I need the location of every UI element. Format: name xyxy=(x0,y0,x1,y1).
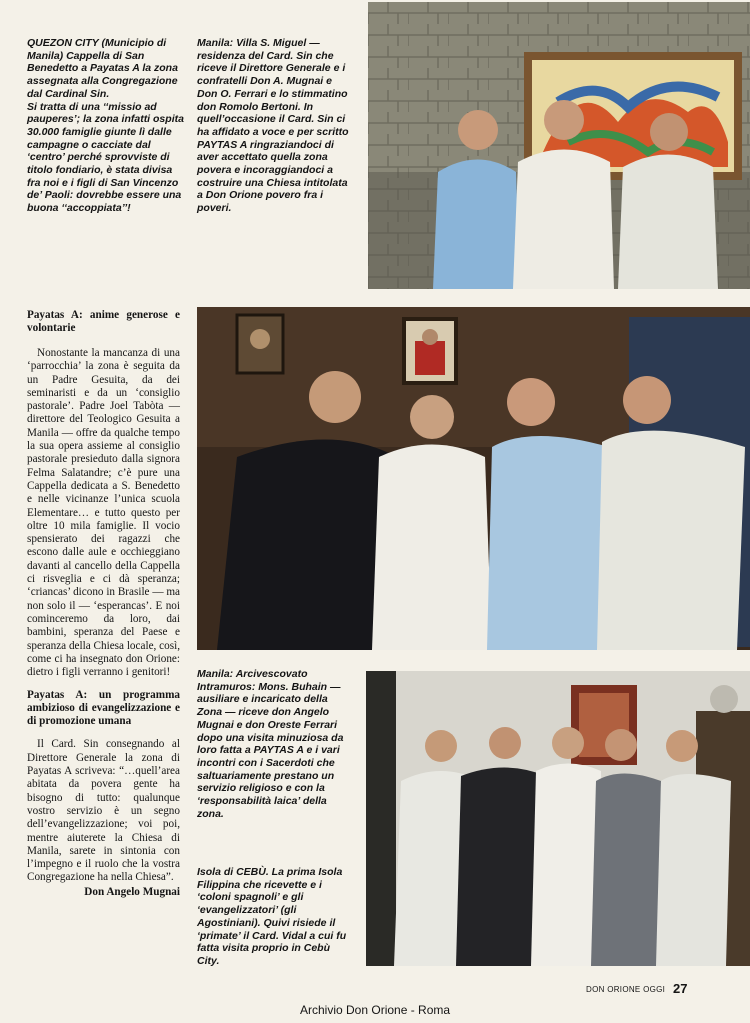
caption-cebu xyxy=(197,866,355,968)
caption-quezon-city xyxy=(27,37,187,215)
caption-villa-san-miguel xyxy=(197,37,355,215)
article-column xyxy=(27,309,180,899)
article-paragraph-1: Nonostante la mancanza di una ‘parrocchia’ la zona è seguita da un Padre Gesuita, da dei seminaristi e da un ‘consiglio pastorale’. Padre Joel Tabòta — direttore del Teologico Gesuita a Manila — offre da qualche tempo la sua opera assieme al consiglio pastorale presieduto dalla signora Felma Salatandre; c’è pure una Cappella dedicata a S. Benedetto e nelle vicinanze l’unica scuola Elementare… e tutto questo per oltre 10 mila famiglie. Il vocio spensierato dei ragazzi che escono dalle aule e occhieggiano davanti al cancello della Cappella ci risveglia e ci dà speranza; ‘criancas’ dicono in Brasile — ma non solo il — ‘esperancas’. E noi cominceremo da loro, dai bambini, speranza del Paese e speranza della Chiesa locale, così, come ci ha insegnato don Orione: dietro i figli verranno i genitori! xyxy=(27,347,180,679)
caption-quezon-city-p2: Si tratta di una ‘‘missio ad pauperes’; la zona infatti ospita 30.000 famiglie giunte lì dalle campagne o cacciate dal ‘centro’ perché sprovviste di titolo fondiario, è stata divisa fra noi e i figli di San Vincenzo de’ Paoli: dovrebbe essere una buona ‘‘accoppiata’’! xyxy=(27,100,184,215)
photo-cardinal-group xyxy=(197,307,750,650)
photo-villa-san-miguel xyxy=(368,2,750,289)
footer-magazine-title: DON ORIONE OGGI xyxy=(586,985,666,994)
article-heading-1: Payatas A: anime generose e volontarie xyxy=(27,309,180,334)
article-author: Don Angelo Mugnai xyxy=(84,885,180,898)
article-paragraph-2: Il Card. Sin consegnando al Direttore Generale la zona di Payatas A scriveva: “…quell’area abitata da povera gente ha bisogno di tutto: qualunque vostro servizio è un segno dell’evangelizzazione; voi poi, mentre aiuterete la Chiesa di Manila, sarete in sintonia con l’impegno e il ruolo che la vostra Congregazione ha nella Chiesa”. xyxy=(27,738,180,884)
caption-arcivescovato xyxy=(197,668,355,820)
photo-cebu-group xyxy=(366,671,750,966)
caption-cebu-text: Isola di CEBÙ. La prima Isola Filippina che ricevette e i ‘coloni spagnoli’ e gli ‘evangelizzatori’ (gli Agostiniani). Quivi risiede il ‘primate’ il Card. Vidal a cui fu fatta visita proprio in Cebù City. xyxy=(197,866,347,967)
article-heading-2: Payatas A: un programma ambizioso di evangelizzazione e di promozione umana xyxy=(27,689,180,728)
caption-villa-san-miguel-text: Manila: Villa S. Miguel — residenza del Card. Sin che riceve il Direttore Generale e i confratelli Don A. Mugnai e Don O. Ferrari e lo stimmatino don Romolo Bertoni. In quell’occasione il Card. Sin ci ha affidato a voce e per scritto PAYTAS A ringraziandoci di aver accettato quella zona povera e incoraggiandoci a costruire una Chiesa intitolata a Don Orione povero fra i poveri. xyxy=(197,37,349,215)
page-number: 27 xyxy=(673,981,688,996)
caption-arcivescovato-text: Manila: Arcivescovato Intramuros: Mons. Buhain — ausiliare e incaricato della Zona — riceve don Angelo Mugnai e don Oreste Ferrari dopo una visita minuziosa da loro fatta a PAYTAS A e i vari incontri con i Sacerdoti che saltuariamente prestano un servizio religioso e con la ‘responsabilità laica’ della zona. xyxy=(197,668,344,820)
caption-quezon-city-p1: QUEZON CITY (Municipio di Manila) Cappella di San Benedetto a Payatas A la zona assegnata alla Congregazione dal Cardinal Sin. xyxy=(27,37,178,100)
archive-watermark: Archivio Don Orione - Roma xyxy=(300,1003,451,1017)
